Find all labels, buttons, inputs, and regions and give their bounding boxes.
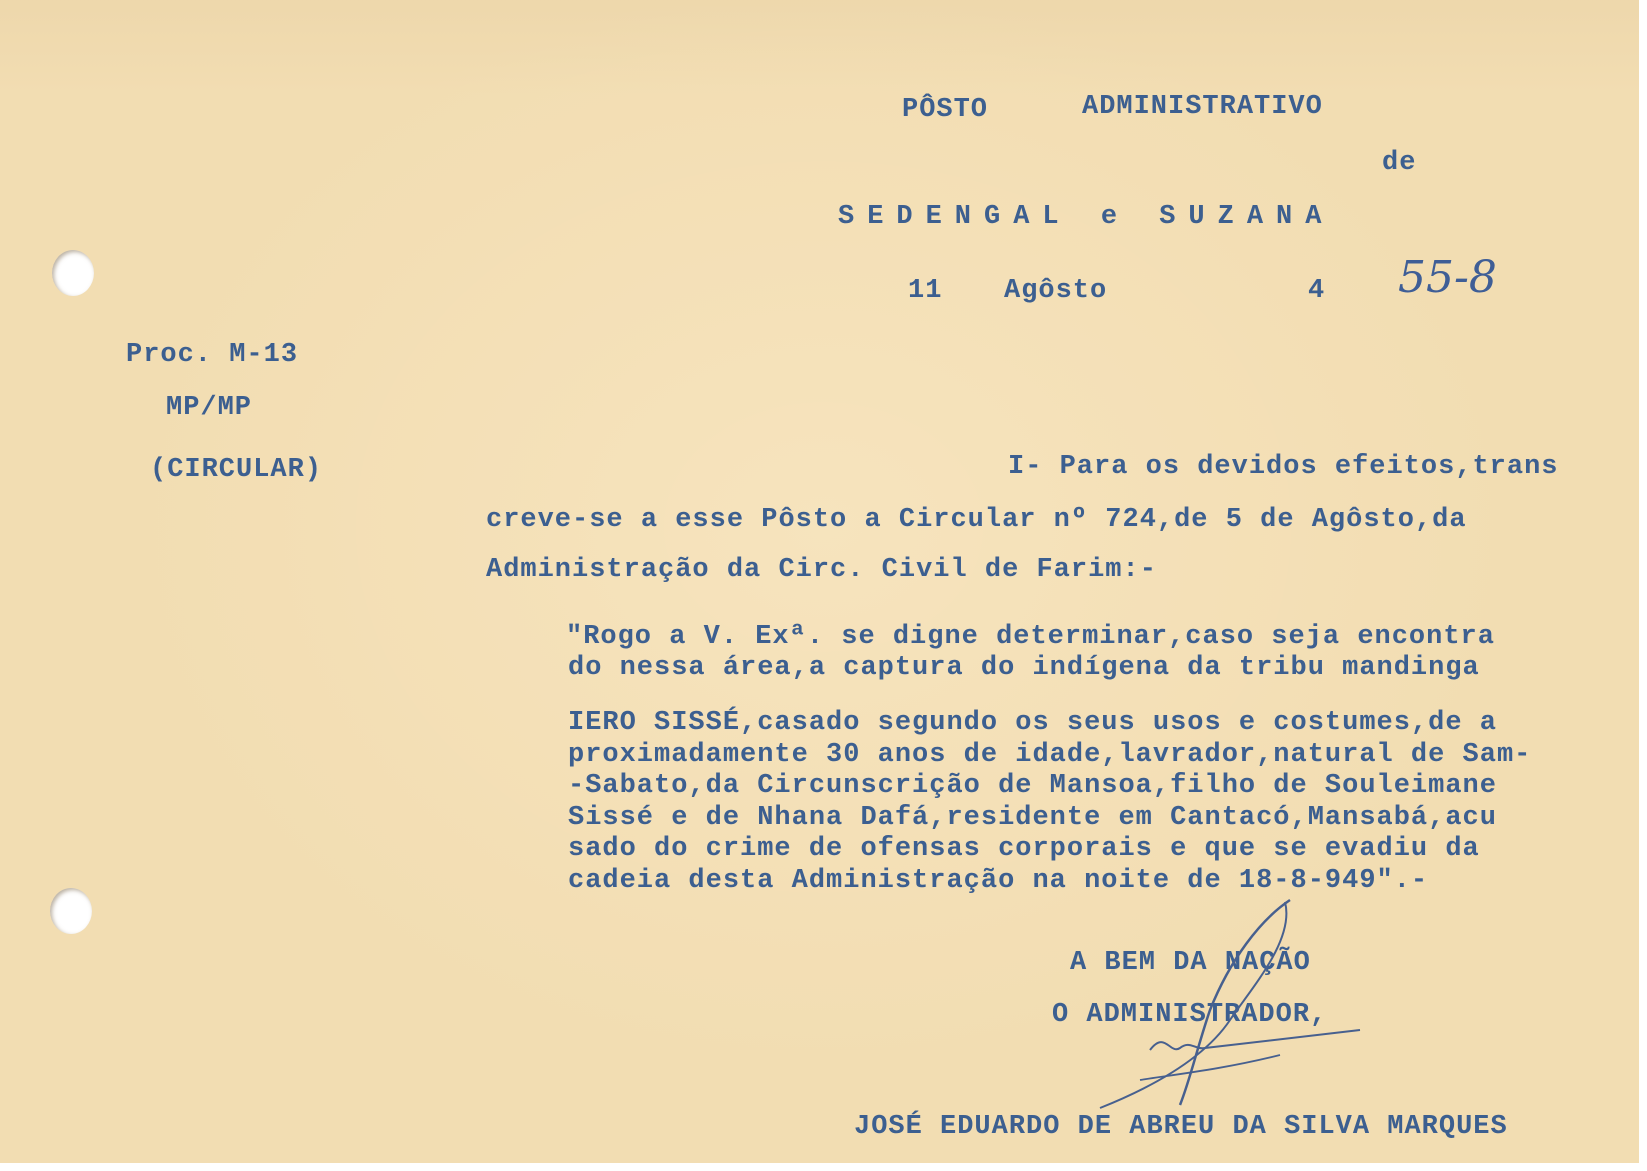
quote-line: proximadamente 30 anos de idade,lavrador,natural de Sam- xyxy=(568,740,1532,770)
header-posto: PÔSTO xyxy=(902,95,989,125)
date-day: 11 xyxy=(908,276,943,306)
quote-line: sado do crime de ofensas corporais e que se evadiu da xyxy=(568,834,1480,864)
header-location: SEDENGAL e SUZANA xyxy=(838,202,1335,232)
intro-line: I- Para os devidos efeitos,trans xyxy=(1008,452,1559,482)
date-month: Agôsto xyxy=(1004,276,1108,306)
signature-mark xyxy=(1080,880,1390,1120)
quote-line: IERO SISSÉ,casado segundo os seus usos e costumes,de a xyxy=(568,708,1497,738)
quote-line: "Rogo a V. Exª. se digne determinar,caso seja encontra xyxy=(566,622,1495,652)
punch-hole-bottom xyxy=(50,888,92,934)
intro-line: creve-se a esse Pôsto a Circular nº 724,de 5 de Agôsto,da xyxy=(486,505,1467,535)
intro-line: Administração da Circ. Civil de Farim:- xyxy=(486,555,1157,585)
quote-line: -Sabato,da Circunscrição de Mansoa,filho de Souleimane xyxy=(568,771,1497,801)
header-administrativo: ADMINISTRATIVO xyxy=(1082,92,1323,122)
quote-line: cadeia desta Administração na noite de 18-8-949".- xyxy=(568,866,1429,896)
signatory-name: JOSÉ EDUARDO DE ABREU DA SILVA MARQUES xyxy=(854,1112,1508,1142)
date-year-typed: 4 xyxy=(1308,276,1326,306)
punch-hole-top xyxy=(52,250,94,296)
header-de: de xyxy=(1382,148,1417,178)
closing-title: O ADMINISTRADOR, xyxy=(1052,1000,1328,1030)
process-number: Proc. M-13 xyxy=(126,340,299,370)
initials: MP/MP xyxy=(166,393,253,423)
circular-label: (CIRCULAR) xyxy=(150,455,323,485)
quote-line: Sissé e de Nhana Dafá,residente em Cantacó,Mansabá,acu xyxy=(568,803,1497,833)
date-year-handwritten: 55-8 xyxy=(1398,252,1497,303)
quote-line: do nessa área,a captura do indígena da tribu mandinga xyxy=(568,653,1480,683)
scan-edge-bottom xyxy=(0,1163,1647,1171)
scan-edge-right xyxy=(1639,0,1647,1171)
closing-salutation: A BEM DA NAÇÃO xyxy=(1070,948,1311,978)
